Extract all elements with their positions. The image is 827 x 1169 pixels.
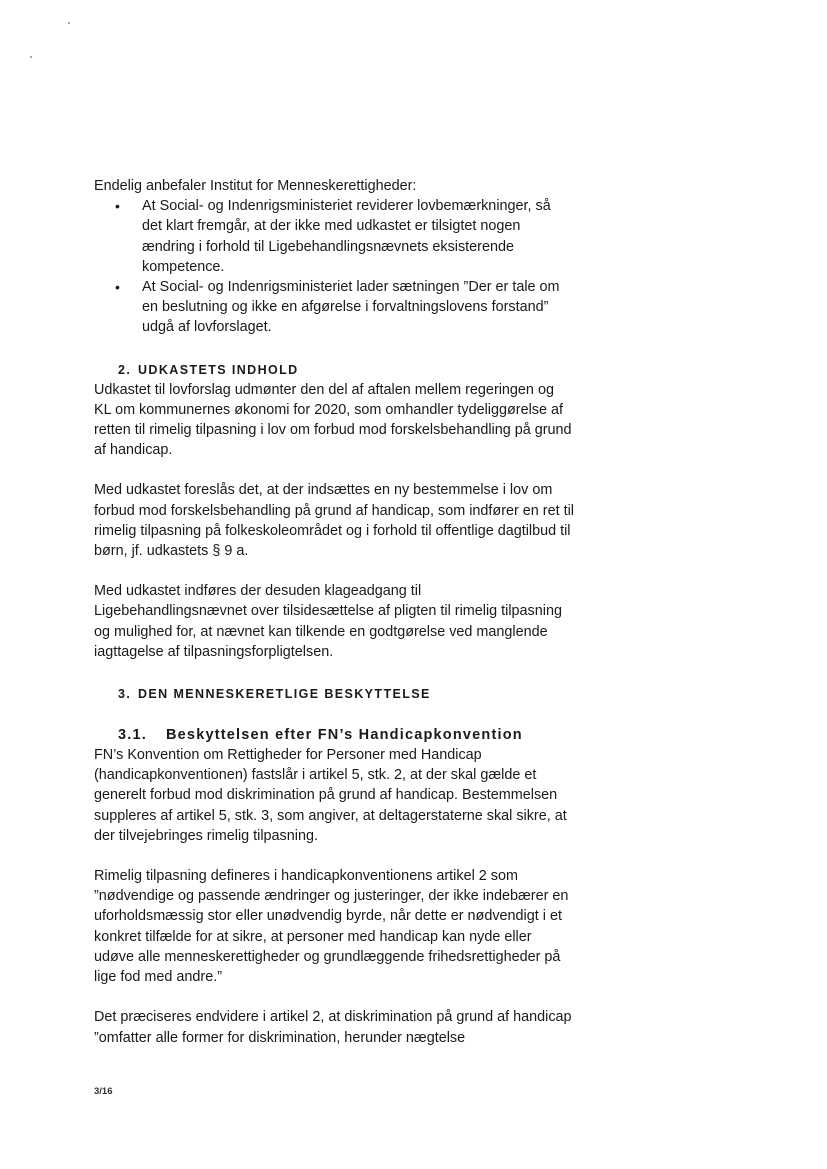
section-heading: [94, 684, 574, 704]
list-item-text: At Social- og Indenrigsministeriet lader sætningen ”Der er tale om en beslutning og ikke en afgørelse i forvaltningslovens forstand” udgå af lovforslaget.: [142, 279, 560, 336]
paragraph: Med udkastet indføres der desuden klageadgang til Ligebehandlingsnævnet over tilsidesættelse af pligten til rimelig tilpasning og mulighed for, at nævnet kan tilkende en godtgørelse ved manglende iagttagelse af tilpasningsforpligtelsen.: [94, 583, 562, 660]
paragraph: Udkastet til lovforslag udmønter den del af aftalen mellem regeringen og KL om kommunernes økonomi for 2020, som omhandler tydeliggørelse af retten til rimelig tilpasning i lov om forbud mod forskelsbehandling på grund af handicap.: [94, 381, 572, 459]
bullet-icon: •: [115, 279, 120, 296]
paragraph: Med udkastet foreslås det, at der indsættes en ny bestemmelse i lov om forbud mod forskelsbehandling på grund af handicap, som indfører en ret til rimelig tilpasning på folkeskoleområdet og i forhold til offentlige dagtilbud til børn, jf. udkastets § 9 a.: [94, 482, 574, 560]
list-item: [115, 277, 574, 338]
subsection-title: Beskyttelsen efter FN’s Handicapkonvention: [166, 727, 523, 744]
paragraph: FN’s Konvention om Rettigheder for Personer med Handicap (handicapkonventionen) fastslår i artikel 5, stk. 2, at der skal gælde et generelt forbud mod diskrimination på grund af handicap. Bestemmelsen suppleres af artikel 5, stk. 3, som angiver, at deltagerstaterne skal sikre, at der tilvejebringes rimelig tilpasning.: [94, 747, 567, 844]
subsection-number: 3.1.: [118, 727, 147, 744]
paragraph: Rimelig tilpasning defineres i handicapkonventionens artikel 2 som ”nødvendige og passende ændringer og justeringer, der ikke indebærer en uforholdsmæssig stor eller unødvendig byrde, når dette er nødvendigt i et konkret tilfælde for at sikre, at personer med handicap kan nyde eller udøve alle menneskerettigheder og grundlæggende frihedsrettigheder på lige fod med andre.”: [94, 868, 569, 986]
scan-speck: [68, 22, 70, 24]
document-body: [94, 176, 574, 1048]
paragraph: Det præciseres endvidere i artikel 2, at diskrimination på grund af handicap ”omfatter alle former for diskrimination, herunder nægtelse: [94, 1009, 572, 1046]
list-item: [115, 196, 574, 277]
section-number: 3.: [118, 687, 132, 702]
section-number: 2.: [118, 362, 132, 377]
intro-paragraph: Endelig anbefaler Institut for Menneskerettigheder:: [94, 178, 417, 194]
scan-speck: [30, 56, 32, 58]
recommendations-list: [94, 196, 574, 337]
section-title: UDKASTETS INDHOLD: [138, 362, 299, 377]
list-item-text: At Social- og Indenrigsministeriet reviderer lovbemærkninger, så det klart fremgår, at der ikke med udkastet er tilsigtet nogen ændring i forhold til Ligebehandlingsnævnets eksisterende kompetence.: [142, 198, 551, 275]
section-title: DEN MENNESKERETLIGE BESKYTTELSE: [138, 687, 431, 702]
section-heading: [94, 360, 574, 380]
page-number: 3/16: [94, 1086, 113, 1097]
subsection-heading: [94, 725, 574, 745]
bullet-icon: •: [115, 198, 120, 215]
